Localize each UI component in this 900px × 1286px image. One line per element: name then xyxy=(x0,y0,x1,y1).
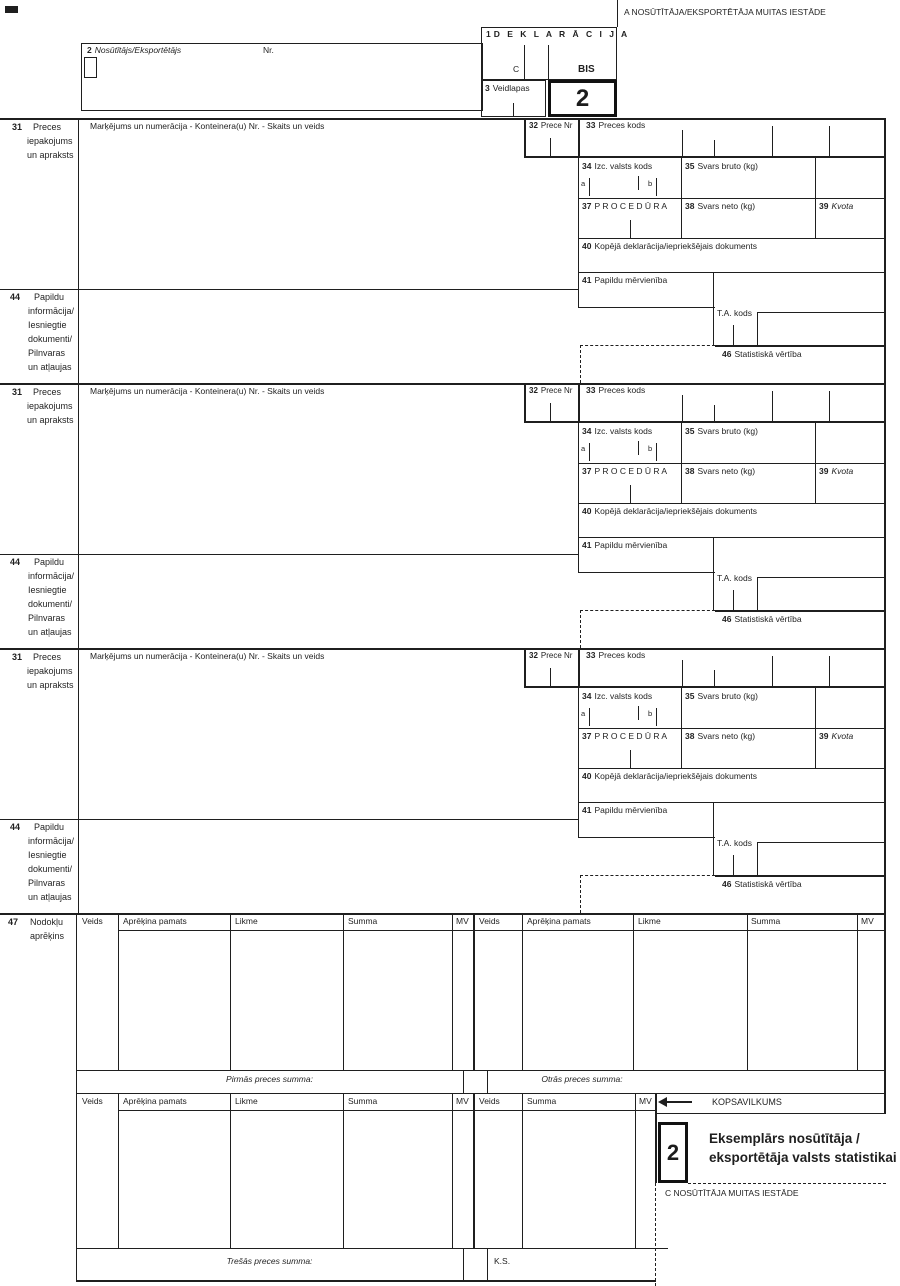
divider-line xyxy=(635,1093,636,1248)
divider-line xyxy=(230,913,231,1070)
tax1-col-veids: Veids xyxy=(82,916,103,926)
tax1-col-likme: Likme xyxy=(235,916,258,926)
divider-line xyxy=(714,140,715,156)
field44-label-3: Iesniegtie xyxy=(28,850,67,860)
field44-number: 44 xyxy=(10,557,21,567)
divider-line xyxy=(578,837,715,838)
tax3-col-summa: Summa xyxy=(348,1096,378,1106)
field39-label: 39 Kvota xyxy=(819,466,854,476)
copy-purpose-line1: Eksemplārs nosūtītāja / xyxy=(709,1131,860,1146)
kopsavilkums-label: KOPSAVILKUMS xyxy=(712,1097,782,1107)
divider-line xyxy=(513,103,514,117)
divider-line xyxy=(550,668,551,686)
divider-line xyxy=(772,391,773,421)
divider-line xyxy=(118,930,884,931)
divider-line xyxy=(76,913,77,1070)
tax1-col-summa: Summa xyxy=(348,916,378,926)
divider-line xyxy=(688,1183,886,1184)
tax3-col-mv: MV xyxy=(456,1096,469,1106)
field40-label: 40 Kopējā deklarācija/iepriekšējais dokuments xyxy=(582,241,758,251)
divider-line xyxy=(550,403,551,421)
field41-label: 41 Papildu mērvienība xyxy=(582,805,668,815)
divider-line xyxy=(757,312,758,345)
field44-label-6: un atļaujas xyxy=(28,362,72,372)
field31-label-3: un apraksts xyxy=(27,415,74,425)
field38-label: 38 Svars neto (kg) xyxy=(685,731,756,741)
divider-line xyxy=(473,1093,475,1248)
divider-line xyxy=(757,312,886,313)
footer-copy-number: 2 xyxy=(666,1139,680,1165)
tax3-col-aprekina: Aprēķina pamats xyxy=(123,1096,187,1106)
divider-line xyxy=(452,1093,453,1248)
tax2-col-likme: Likme xyxy=(638,916,661,926)
field44-label-5: Pilnvaras xyxy=(28,613,66,623)
c-office-title: C NOSŪTĪTĀJA MUITAS IESTĀDE xyxy=(665,1188,799,1198)
field33-label: 33 Preces kods xyxy=(586,385,646,395)
tax1-col-aprekina: Aprēķina pamats xyxy=(123,916,187,926)
field31-label-1: Preces xyxy=(33,652,62,662)
divider-line xyxy=(580,875,581,913)
divider-line xyxy=(714,670,715,686)
divider-line xyxy=(487,1248,488,1280)
divider-line xyxy=(76,1093,77,1248)
field44-label-6: un atļaujas xyxy=(28,892,72,902)
divider-line xyxy=(589,443,590,461)
field31-label-1: Preces xyxy=(33,387,62,397)
field44-number: 44 xyxy=(10,822,21,832)
field32-label: 32 Prece Nr xyxy=(529,386,573,395)
divider-line xyxy=(713,802,714,837)
field44-label-1: Papildu xyxy=(34,557,65,567)
field44-label-5: Pilnvaras xyxy=(28,348,66,358)
field47-label-2: aprēķins xyxy=(30,931,65,941)
field35-label: 35 Svars bruto (kg) xyxy=(685,426,758,436)
field44-label-4: dokumenti/ xyxy=(28,864,73,874)
copy-purpose-line2: eksportētāja valsts statistikai xyxy=(709,1150,897,1165)
divider-line xyxy=(578,307,715,308)
field33-label: 33 Preces kods xyxy=(586,120,646,130)
divider-line xyxy=(682,660,683,686)
forms-label: 3 Veidlapas xyxy=(485,83,530,93)
divider-line xyxy=(733,855,734,875)
divider-line xyxy=(578,158,579,307)
item-block-2 xyxy=(0,383,900,648)
divider-line xyxy=(578,802,886,803)
divider-line xyxy=(757,842,886,843)
consignor-small-cell xyxy=(84,57,97,78)
field34-a-label: a xyxy=(581,444,586,453)
divider-line xyxy=(0,554,578,555)
field31-header: Marķējums un numerācija - Konteinera(u) Nr. - Skaits un veids xyxy=(90,121,325,131)
field31-number: 31 xyxy=(12,122,23,132)
divider-line xyxy=(578,503,886,504)
divider-line xyxy=(714,405,715,421)
field44-label-3: Iesniegtie xyxy=(28,585,67,595)
item-block-1 xyxy=(0,118,900,383)
divider-line xyxy=(0,289,578,290)
divider-line xyxy=(230,1093,231,1248)
divider-line xyxy=(550,138,551,156)
divider-line xyxy=(630,485,631,503)
second-item-sum-label: Otrās preces summa: xyxy=(541,1074,623,1084)
field32-label: 32 Prece Nr xyxy=(529,651,573,660)
divider-line xyxy=(656,708,657,726)
field40-label: 40 Kopējā deklarācija/iepriekšējais dokuments xyxy=(582,506,758,516)
divider-line xyxy=(76,1070,885,1071)
divider-line xyxy=(633,913,634,1070)
field31-label-2: iepakojums xyxy=(27,136,73,146)
divider-line xyxy=(578,768,886,769)
copy-number: 2 xyxy=(575,84,590,112)
divider-line xyxy=(578,537,886,538)
tax4-col-summa: Summa xyxy=(527,1096,557,1106)
divider-line xyxy=(580,610,581,648)
field31-label-3: un apraksts xyxy=(27,680,74,690)
tax2-col-mv: MV xyxy=(861,916,874,926)
field-ta-label: T.A. kods xyxy=(717,838,752,848)
ks-label: K.S. xyxy=(494,1256,511,1266)
field31-header: Marķējums un numerācija - Konteinera(u) Nr. - Skaits un veids xyxy=(90,651,325,661)
divider-line xyxy=(829,656,830,686)
field44-label-6: un atļaujas xyxy=(28,627,72,637)
divider-line xyxy=(473,913,475,1070)
field37-label: 37 P R O C E D Ū R A xyxy=(582,201,668,211)
field44-label-4: dokumenti/ xyxy=(28,599,73,609)
field44-label-3: Iesniegtie xyxy=(28,320,67,330)
tax2-col-summa: Summa xyxy=(751,916,781,926)
divider-line xyxy=(118,913,119,1070)
field34-b-label: b xyxy=(648,709,653,718)
divider-line xyxy=(78,383,79,648)
field47-label-1: Nodokļu xyxy=(30,917,64,927)
corner-mark xyxy=(5,6,18,13)
field38-label: 38 Svars neto (kg) xyxy=(685,466,756,476)
divider-line xyxy=(463,1248,464,1280)
divider-line xyxy=(757,842,758,875)
divider-line xyxy=(772,126,773,156)
divider-line xyxy=(656,443,657,461)
field34-a-label: a xyxy=(581,709,586,718)
divider-line xyxy=(655,1093,657,1183)
divider-line xyxy=(638,441,639,455)
field34-a-label: a xyxy=(581,179,586,188)
field37-label: 37 P R O C E D Ū R A xyxy=(582,731,668,741)
divider-line xyxy=(463,1070,464,1093)
divider-line xyxy=(656,178,657,196)
field32-label: 32 Prece Nr xyxy=(529,121,573,130)
field31-number: 31 xyxy=(12,387,23,397)
divider-line xyxy=(713,837,714,875)
left-arrow-head xyxy=(658,1097,667,1107)
field34-label: 34 Izc. valsts kods xyxy=(582,426,653,436)
field44-label-2: informācija/ xyxy=(28,571,75,581)
divider-line xyxy=(829,126,830,156)
field44-label-2: informācija/ xyxy=(28,306,75,316)
divider-line xyxy=(578,463,886,464)
consignor-nr-label: Nr. xyxy=(263,45,274,55)
divider-line xyxy=(715,875,886,877)
divider-line xyxy=(580,345,715,346)
divider-line xyxy=(0,913,886,915)
field41-label: 41 Papildu mērvienība xyxy=(582,275,668,285)
divider-line xyxy=(617,0,618,27)
divider-line xyxy=(118,1110,655,1111)
divider-line xyxy=(548,45,549,80)
tax4-col-mv: MV xyxy=(639,1096,652,1106)
field31-label-1: Preces xyxy=(33,122,62,132)
divider-line xyxy=(757,577,758,610)
field31-label-2: iepakojums xyxy=(27,666,73,676)
field46-label: 46 Statistiskā vērtība xyxy=(722,879,802,889)
divider-line xyxy=(857,913,858,1070)
field46-label: 46 Statistiskā vērtība xyxy=(722,614,802,624)
field44-label-1: Papildu xyxy=(34,822,65,832)
tax1-col-mv: MV xyxy=(456,916,469,926)
divider-line xyxy=(0,118,886,120)
divider-line xyxy=(578,728,886,729)
field44-number: 44 xyxy=(10,292,21,302)
divider-line xyxy=(76,1280,656,1282)
field-ta-label: T.A. kods xyxy=(717,308,752,318)
divider-line xyxy=(0,819,578,820)
divider-line xyxy=(522,913,523,1070)
divider-line xyxy=(578,272,886,273)
divider-line xyxy=(713,307,714,345)
divider-line xyxy=(589,708,590,726)
declaration-c-code: C xyxy=(513,64,520,74)
divider-line xyxy=(829,391,830,421)
tax2-col-aprekina: Aprēķina pamats xyxy=(527,916,591,926)
field44-label-5: Pilnvaras xyxy=(28,878,66,888)
copy-number-box xyxy=(548,80,617,117)
field34-b-label: b xyxy=(648,179,653,188)
left-arrow-icon xyxy=(666,1101,692,1103)
field31-label-2: iepakojums xyxy=(27,401,73,411)
tax3-col-likme: Likme xyxy=(235,1096,258,1106)
divider-line xyxy=(76,1248,668,1249)
divider-line xyxy=(589,178,590,196)
field47-number: 47 xyxy=(8,917,19,927)
divider-line xyxy=(0,648,886,650)
consignor-label: 2 Nosūtītājs/Eksportētājs xyxy=(87,45,182,55)
field35-label: 35 Svars bruto (kg) xyxy=(685,691,758,701)
first-item-sum-label: Pirmās preces summa: xyxy=(226,1074,313,1084)
divider-line xyxy=(76,1093,885,1094)
divider-line xyxy=(733,325,734,345)
divider-line xyxy=(713,572,714,610)
divider-line xyxy=(580,875,715,876)
field33-label: 33 Preces kods xyxy=(586,650,646,660)
field44-label-4: dokumenti/ xyxy=(28,334,73,344)
divider-line xyxy=(343,1093,344,1248)
tax4-col-veids: Veids xyxy=(479,1096,500,1106)
divider-line xyxy=(118,1093,119,1248)
divider-line xyxy=(452,913,453,1070)
divider-line xyxy=(715,610,886,612)
divider-line xyxy=(638,176,639,190)
divider-line xyxy=(578,198,886,199)
field31-label-3: un apraksts xyxy=(27,150,74,160)
divider-line xyxy=(638,706,639,720)
divider-line xyxy=(522,1093,523,1248)
field37-label: 37 P R O C E D Ū R A xyxy=(582,466,668,476)
divider-line xyxy=(578,688,579,837)
divider-line xyxy=(733,590,734,610)
field34-b-label: b xyxy=(648,444,653,453)
divider-line xyxy=(715,345,886,347)
field31-header: Marķējums un numerācija - Konteinera(u) Nr. - Skaits un veids xyxy=(90,386,325,396)
tax3-col-veids: Veids xyxy=(82,1096,103,1106)
divider-line xyxy=(757,577,886,578)
field-ta-label: T.A. kods xyxy=(717,573,752,583)
field40-label: 40 Kopējā deklarācija/iepriekšējais dokuments xyxy=(582,771,758,781)
field34-label: 34 Izc. valsts kods xyxy=(582,161,653,171)
divider-line xyxy=(772,656,773,686)
divider-line xyxy=(682,130,683,156)
divider-line xyxy=(713,537,714,572)
divider-line xyxy=(580,345,581,383)
footer-copy-number-box xyxy=(658,1122,688,1183)
divider-line xyxy=(655,1183,656,1286)
declaration-bis-code: BIS xyxy=(578,64,595,75)
field44-label-1: Papildu xyxy=(34,292,65,302)
divider-line xyxy=(78,648,79,913)
divider-line xyxy=(655,1113,886,1114)
divider-line xyxy=(78,118,79,383)
divider-line xyxy=(0,383,886,385)
divider-line xyxy=(630,750,631,768)
field46-label: 46 Statistiskā vērtība xyxy=(722,349,802,359)
field44-label-2: informācija/ xyxy=(28,836,75,846)
divider-line xyxy=(524,45,525,80)
tax2-col-veids: Veids xyxy=(479,916,500,926)
divider-line xyxy=(630,220,631,238)
divider-line xyxy=(343,913,344,1070)
divider-line xyxy=(578,238,886,239)
divider-line xyxy=(682,395,683,421)
field39-label: 39 Kvota xyxy=(819,731,854,741)
field41-label: 41 Papildu mērvienība xyxy=(582,540,668,550)
divider-line xyxy=(578,572,715,573)
divider-line xyxy=(884,913,886,1113)
a-office-title: A NOSŪTĪTĀJA/EKSPORTĒTĀJA MUITAS IESTĀDE xyxy=(624,7,826,17)
field38-label: 38 Svars neto (kg) xyxy=(685,201,756,211)
divider-line xyxy=(747,913,748,1070)
divider-line xyxy=(580,610,715,611)
divider-line xyxy=(578,423,579,572)
field35-label: 35 Svars bruto (kg) xyxy=(685,161,758,171)
field31-number: 31 xyxy=(12,652,23,662)
declaration-title: 1 D E K L A R Ā C I J A xyxy=(486,29,630,39)
item-block-3 xyxy=(0,648,900,913)
field39-label: 39 Kvota xyxy=(819,201,854,211)
third-item-sum-label: Trešās preces summa: xyxy=(226,1256,313,1266)
divider-line xyxy=(713,272,714,307)
field34-label: 34 Izc. valsts kods xyxy=(582,691,653,701)
